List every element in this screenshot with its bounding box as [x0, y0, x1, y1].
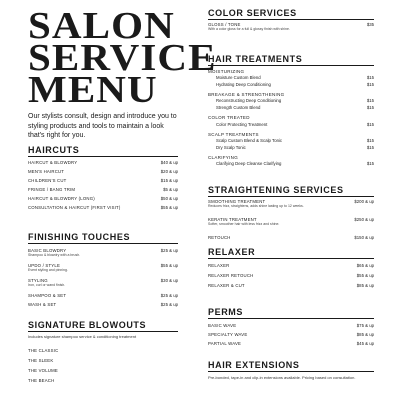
list-item: Clarifying Deep Cleanse Clarifying $15: [216, 161, 374, 166]
list-item: MEN'S HAIRCUT $20 & up: [28, 169, 178, 174]
section-title: HAIR EXTENSIONS: [208, 360, 374, 372]
left-column: [28, 0, 217, 383]
group-label: COLOR TREATED: [208, 115, 250, 120]
list-item: Dry Scalp Tonic $15: [216, 145, 374, 150]
section-subtitle: Includes signature shampoo service & conditioning treatment: [28, 334, 137, 339]
section-note: Pre-bonded, tape-in and clip-in extensions available. Pricing based on consultation.: [208, 375, 356, 380]
list-item: RELAXER $65 & up: [208, 263, 374, 268]
group-label: BREAKAGE & STRENGTHENING: [208, 92, 285, 97]
list-item: RETOUCH $150 & up: [208, 235, 374, 240]
list-item: UPDO / STYLE Event styling and pinning. $55 & up: [28, 263, 178, 272]
list-item: GLOSS / TONE With a color gloss for a full & glossy finish with shine. $35: [208, 22, 374, 31]
list-item: Color Protecting Treatment $15: [216, 122, 374, 127]
list-item: HAIRCUT & BLOWDRY (LONG) $50 & up: [28, 196, 178, 201]
intro-text: Our stylists consult, design and introduce you to styling products and tools to maintain a look that's right for you.: [28, 113, 177, 139]
list-item: WASH & SET $25 & up: [28, 302, 178, 307]
list-item: Moisture Custom Blend $15: [216, 75, 374, 80]
list-item: Reconstructing Deep Conditioning $15: [216, 98, 374, 103]
list-item: SPECIALTY WAVE $85 & up: [208, 332, 374, 337]
list-item: BASIC BLOWDRY Shampoo & blowdry with a brush. $25 & up: [28, 248, 178, 257]
section-title: HAIR TREATMENTS: [208, 54, 374, 66]
list-item: SMOOTHING TREATMENT Reduces frizz, straightens, adds shine lasting up to 12 weeks. $200 & up: [208, 199, 374, 208]
list-item: CONSULTATION & HAIRCUT (FIRST VISIT) $55 & up: [28, 205, 178, 210]
title-line-2: SERVICE: [28, 37, 217, 79]
list-item: THE VOLUME: [28, 368, 58, 373]
section-title: PERMS: [208, 307, 374, 319]
list-item: Hydrating Deep Conditioning $15: [216, 82, 374, 87]
group-label: SCALP TREATMENTS: [208, 132, 259, 137]
list-item: Scalp Custom Blend & Scalp Tonic $15: [216, 138, 374, 143]
right-column: [208, 0, 374, 400]
list-item: THE BEACH: [28, 378, 55, 383]
group-label: MOISTURIZING: [208, 69, 245, 74]
page-title: [28, 5, 217, 111]
section-title: COLOR SERVICES: [208, 8, 374, 20]
list-item: FRINGE / BANG TRIM $5 & up: [28, 187, 178, 192]
section-title: HAIRCUTS: [28, 145, 178, 157]
title-line-3: MENU: [28, 69, 158, 111]
list-item: PARTIAL WAVE $45 & up: [208, 341, 374, 346]
section-title: RELAXER: [208, 247, 374, 259]
list-item: THE CLASSIC: [28, 348, 59, 353]
section-title: STRAIGHTENING SERVICES: [208, 185, 374, 197]
section-title: FINISHING TOUCHES: [28, 232, 178, 244]
list-item: KERATIN TREATMENT Softer, smoother hair with less frizz and shine. $250 & up: [208, 217, 374, 226]
list-item: THE SLEEK: [28, 358, 54, 363]
list-item: RELAXER & CUT $85 & up: [208, 283, 374, 288]
list-item: HAIRCUT & BLOWDRY $40 & up: [28, 160, 178, 165]
list-item: STYLING Iron, curl or wand finish. $30 & up: [28, 278, 178, 287]
group-label: CLARIFYING: [208, 155, 239, 160]
list-item: RELAXER RETOUCH $55 & up: [208, 273, 374, 278]
list-item: BASIC WAVE $75 & up: [208, 323, 374, 328]
list-item: Strength Custom Blend $15: [216, 105, 374, 110]
title-line-1: SALON: [28, 5, 175, 47]
list-item: CHILDREN'S CUT $15 & up: [28, 178, 178, 183]
section-title: SIGNATURE BLOWOUTS: [28, 320, 178, 332]
list-item: SHAMPOO & SET $25 & up: [28, 293, 178, 298]
